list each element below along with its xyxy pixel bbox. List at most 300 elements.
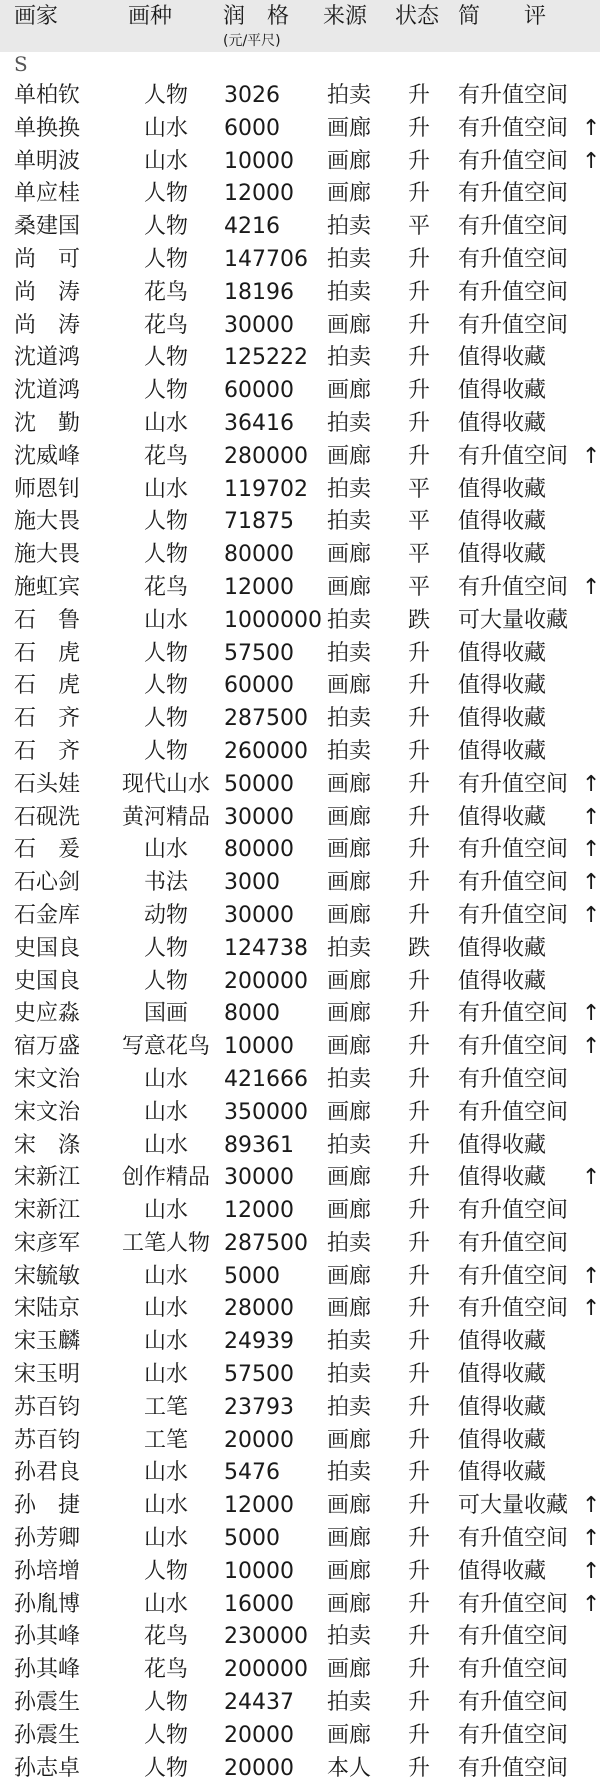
status: 升 [408, 1722, 431, 1748]
genre: 人物 [143, 1722, 188, 1748]
up-arrow-icon: ↑ [582, 115, 600, 141]
comment: 可大量收藏 [458, 607, 569, 633]
price: 18196 [224, 279, 294, 305]
source: 画廊 [327, 1591, 372, 1617]
comment: 有升值空间 [458, 1066, 569, 1092]
genre: 国画 [143, 1001, 188, 1027]
comment: 值得收藏 [458, 378, 547, 404]
artist-name: 石 虎 [14, 673, 81, 699]
artist-name: 桑建国 [14, 214, 81, 240]
source: 画廊 [327, 673, 372, 699]
table-row [0, 441, 600, 474]
status: 升 [408, 673, 431, 699]
comment: 有升值空间 [458, 443, 569, 469]
genre: 山水 [143, 1263, 188, 1289]
comment: 有升值空间 [458, 837, 569, 863]
status: 升 [408, 1394, 431, 1420]
price: 200000 [224, 968, 308, 994]
price: 12000 [224, 181, 294, 207]
genre: 人物 [143, 640, 188, 666]
comment: 值得收藏 [458, 673, 547, 699]
table-row [0, 1457, 600, 1490]
price: 30000 [224, 312, 294, 338]
genre: 花鸟 [143, 574, 188, 600]
up-arrow-icon: ↑ [582, 771, 600, 797]
table-row [0, 1064, 600, 1097]
genre: 人物 [143, 738, 188, 764]
header-genre: 画种 [128, 4, 173, 29]
comment: 有升值空间 [458, 312, 569, 338]
up-arrow-icon: ↑ [582, 1001, 600, 1027]
price: 23793 [224, 1394, 294, 1420]
comment: 值得收藏 [458, 542, 547, 568]
artist-name: 孙震生 [14, 1690, 81, 1716]
artist-name: 孙君良 [14, 1460, 81, 1486]
source: 拍卖 [327, 935, 372, 961]
status: 升 [408, 181, 431, 207]
source: 拍卖 [327, 1132, 372, 1158]
table-row [0, 80, 600, 113]
up-arrow-icon: ↑ [582, 837, 600, 863]
genre: 人物 [143, 673, 188, 699]
genre: 人物 [143, 542, 188, 568]
price: 5476 [224, 1460, 280, 1486]
price: 147706 [224, 246, 308, 272]
status: 升 [408, 1034, 431, 1060]
artist-name: 孙其峰 [14, 1657, 81, 1683]
table-row [0, 1130, 600, 1163]
status: 升 [408, 640, 431, 666]
header-comment: 简 评 [458, 4, 547, 29]
genre: 山水 [143, 1591, 188, 1617]
comment: 值得收藏 [458, 968, 547, 994]
table-row [0, 1687, 600, 1720]
source: 画廊 [327, 1427, 372, 1453]
source: 拍卖 [327, 1460, 372, 1486]
genre: 人物 [143, 246, 188, 272]
source: 拍卖 [327, 246, 372, 272]
price: 287500 [224, 706, 308, 732]
genre: 花鸟 [143, 279, 188, 305]
header-artist: 画家 [14, 4, 59, 29]
comment: 值得收藏 [458, 738, 547, 764]
table-row [0, 146, 600, 179]
status: 升 [408, 1263, 431, 1289]
genre: 人物 [143, 214, 188, 240]
price: 80000 [224, 837, 294, 863]
source: 画廊 [327, 1001, 372, 1027]
table-row [0, 408, 600, 441]
artist-name: 石 爰 [14, 837, 81, 863]
source: 拍卖 [327, 214, 372, 240]
price: 12000 [224, 1493, 294, 1519]
genre: 花鸟 [143, 1657, 188, 1683]
comment: 值得收藏 [458, 1329, 547, 1355]
price: 28000 [224, 1296, 294, 1322]
status: 升 [408, 1230, 431, 1256]
table-row [0, 1261, 600, 1294]
source: 画廊 [327, 1198, 372, 1224]
genre: 书法 [143, 870, 188, 896]
genre: 人物 [143, 706, 188, 732]
comment: 有升值空间 [458, 902, 569, 928]
price: 20000 [224, 1722, 294, 1748]
status: 升 [408, 1165, 431, 1191]
genre: 山水 [143, 1198, 188, 1224]
comment: 值得收藏 [458, 804, 547, 830]
genre: 山水 [143, 148, 188, 174]
price: 71875 [224, 509, 294, 535]
artist-name: 沈道鸿 [14, 378, 81, 404]
table-row [0, 1293, 600, 1326]
up-arrow-icon: ↑ [582, 902, 600, 928]
artist-name: 师恩钊 [14, 476, 81, 502]
comment: 值得收藏 [458, 345, 547, 371]
table-row [0, 867, 600, 900]
genre: 山水 [143, 1296, 188, 1322]
artist-name: 苏百钧 [14, 1427, 81, 1453]
genre: 创作精品 [121, 1165, 210, 1191]
comment: 有升值空间 [458, 1263, 569, 1289]
header-price: 润 格 [223, 4, 290, 29]
status: 升 [408, 279, 431, 305]
comment: 有升值空间 [458, 1296, 569, 1322]
artist-name: 宿万盛 [14, 1034, 81, 1060]
status: 升 [408, 410, 431, 436]
up-arrow-icon: ↑ [582, 1296, 600, 1322]
table-row [0, 1031, 600, 1064]
source: 拍卖 [327, 706, 372, 732]
comment: 有升值空间 [458, 1099, 569, 1125]
comment: 可大量收藏 [458, 1493, 569, 1519]
up-arrow-icon: ↑ [582, 1526, 600, 1552]
genre: 黄河精品 [121, 804, 210, 830]
genre: 山水 [143, 1493, 188, 1519]
price: 24437 [224, 1690, 294, 1716]
source: 拍卖 [327, 410, 372, 436]
up-arrow-icon: ↑ [582, 870, 600, 896]
table-row [0, 900, 600, 933]
table-row [0, 670, 600, 703]
price: 60000 [224, 673, 294, 699]
comment: 值得收藏 [458, 1460, 547, 1486]
price: 60000 [224, 378, 294, 404]
source: 画廊 [327, 443, 372, 469]
status: 升 [408, 83, 431, 108]
genre: 人物 [143, 1558, 188, 1584]
genre: 人物 [143, 181, 188, 207]
genre: 花鸟 [143, 1624, 188, 1650]
comment: 有升值空间 [458, 870, 569, 896]
table-row [0, 474, 600, 507]
artist-name: 孙 捷 [14, 1493, 81, 1519]
table-row [0, 1326, 600, 1359]
price: 20000 [224, 1427, 294, 1453]
comment: 值得收藏 [458, 1165, 547, 1191]
up-arrow-icon: ↑ [582, 148, 600, 174]
source: 拍卖 [327, 83, 372, 108]
genre: 人物 [143, 1690, 188, 1716]
table-row [0, 1359, 600, 1392]
genre: 工笔人物 [121, 1230, 210, 1256]
status: 升 [408, 1526, 431, 1552]
status: 升 [408, 1001, 431, 1027]
status: 升 [408, 378, 431, 404]
genre: 花鸟 [143, 312, 188, 338]
status: 升 [408, 771, 431, 797]
header-status: 状态 [395, 4, 440, 29]
genre: 人物 [143, 345, 188, 371]
source: 本人 [327, 1755, 372, 1781]
status: 跌 [408, 935, 431, 961]
table-body [0, 80, 600, 1785]
genre: 工笔 [143, 1394, 188, 1420]
source: 画廊 [327, 968, 372, 994]
status: 升 [408, 1558, 431, 1584]
status: 升 [408, 1329, 431, 1355]
table-row [0, 1490, 600, 1523]
comment: 有升值空间 [458, 1198, 569, 1224]
source: 画廊 [327, 870, 372, 896]
price: 5000 [224, 1263, 280, 1289]
price: 4216 [224, 214, 280, 240]
comment: 有升值空间 [458, 771, 569, 797]
price: 1000000 [224, 607, 322, 633]
comment: 有升值空间 [458, 246, 569, 272]
artist-name: 石 齐 [14, 706, 81, 732]
artist-name: 宋新江 [14, 1165, 81, 1191]
comment: 有升值空间 [458, 83, 569, 108]
artist-name: 石金库 [14, 902, 81, 928]
genre: 山水 [143, 1526, 188, 1552]
status: 升 [408, 312, 431, 338]
artist-name: 沈道鸿 [14, 345, 81, 371]
status: 升 [408, 1198, 431, 1224]
up-arrow-icon: ↑ [582, 1493, 600, 1519]
price: 200000 [224, 1657, 308, 1683]
comment: 值得收藏 [458, 1394, 547, 1420]
artist-name: 石 鲁 [14, 607, 81, 633]
table-row [0, 802, 600, 835]
comment: 有升值空间 [458, 1722, 569, 1748]
status: 平 [408, 476, 431, 502]
table-row [0, 638, 600, 671]
artist-name: 宋文治 [14, 1099, 81, 1125]
comment: 值得收藏 [458, 1427, 547, 1453]
table-row [0, 277, 600, 310]
status: 升 [408, 804, 431, 830]
comment: 有升值空间 [458, 1755, 569, 1781]
genre: 山水 [143, 1329, 188, 1355]
comment: 值得收藏 [458, 410, 547, 436]
price: 57500 [224, 1362, 294, 1388]
header-price-unit: (元/平尺) [223, 33, 281, 49]
status: 升 [408, 1132, 431, 1158]
source: 拍卖 [327, 345, 372, 371]
source: 画廊 [327, 1558, 372, 1584]
genre: 人物 [143, 935, 188, 961]
artist-name: 宋文治 [14, 1066, 81, 1092]
artist-name: 宋玉麟 [14, 1329, 81, 1355]
artist-name: 宋玉明 [14, 1362, 81, 1388]
table-row [0, 1097, 600, 1130]
price: 10000 [224, 1558, 294, 1584]
artist-name: 孙培增 [14, 1558, 81, 1584]
price: 80000 [224, 542, 294, 568]
genre: 人物 [143, 968, 188, 994]
table-row [0, 998, 600, 1031]
price: 287500 [224, 1230, 308, 1256]
source: 画廊 [327, 1296, 372, 1322]
table-row [0, 1753, 600, 1786]
status: 升 [408, 1066, 431, 1092]
artist-name: 单应桂 [14, 181, 81, 207]
source: 画廊 [327, 378, 372, 404]
comment: 有升值空间 [458, 1001, 569, 1027]
genre: 动物 [143, 902, 188, 928]
table-row [0, 572, 600, 605]
table-row [0, 178, 600, 211]
source: 画廊 [327, 804, 372, 830]
source: 画廊 [327, 1526, 372, 1552]
table-row [0, 1654, 600, 1687]
table-row [0, 113, 600, 146]
artist-name: 尚 涛 [14, 279, 81, 305]
source: 画廊 [327, 542, 372, 568]
price: 421666 [224, 1066, 308, 1092]
price: 12000 [224, 574, 294, 600]
status: 升 [408, 1460, 431, 1486]
table-row [0, 506, 600, 539]
price: 50000 [224, 771, 294, 797]
genre: 山水 [143, 607, 188, 633]
source: 拍卖 [327, 640, 372, 666]
status: 跌 [408, 607, 431, 633]
table-row [0, 1556, 600, 1589]
status: 升 [408, 246, 431, 272]
artist-name: 石砚洗 [14, 804, 81, 830]
up-arrow-icon: ↑ [582, 1165, 600, 1191]
source: 画廊 [327, 1657, 372, 1683]
artist-name: 石 齐 [14, 738, 81, 764]
status: 升 [408, 902, 431, 928]
source: 画廊 [327, 1263, 372, 1289]
artist-name: 史应淼 [14, 1001, 81, 1027]
artist-name: 单柏钦 [14, 83, 81, 108]
artist-name: 尚 涛 [14, 312, 81, 338]
artist-name: 宋新江 [14, 1198, 81, 1224]
genre: 山水 [143, 837, 188, 863]
source: 画廊 [327, 1099, 372, 1125]
comment: 有升值空间 [458, 1034, 569, 1060]
comment: 值得收藏 [458, 1558, 547, 1584]
price: 125222 [224, 345, 308, 371]
artist-name: 宋毓敏 [14, 1263, 81, 1289]
source: 画廊 [327, 574, 372, 600]
table-row [0, 736, 600, 769]
status: 升 [408, 443, 431, 469]
comment: 值得收藏 [458, 476, 547, 502]
table-row [0, 605, 600, 638]
status: 平 [408, 509, 431, 535]
status: 升 [408, 1657, 431, 1683]
price: 20000 [224, 1755, 294, 1781]
header-source: 来源 [323, 4, 368, 29]
status: 升 [408, 1690, 431, 1716]
price: 24939 [224, 1329, 294, 1355]
price: 30000 [224, 804, 294, 830]
genre: 人物 [143, 1755, 188, 1781]
source: 画廊 [327, 181, 372, 207]
up-arrow-icon: ↑ [582, 443, 600, 469]
genre: 现代山水 [121, 771, 210, 797]
genre: 花鸟 [143, 443, 188, 469]
table-header [0, 0, 600, 52]
artist-name: 石 虎 [14, 640, 81, 666]
comment: 有升值空间 [458, 279, 569, 305]
artist-name: 宋彦军 [14, 1230, 81, 1256]
price: 89361 [224, 1132, 294, 1158]
status: 升 [408, 870, 431, 896]
status: 升 [408, 837, 431, 863]
price: 230000 [224, 1624, 308, 1650]
artist-name: 沈 勤 [14, 410, 81, 436]
artist-name: 孙其峰 [14, 1624, 81, 1650]
comment: 有升值空间 [458, 1624, 569, 1650]
source: 拍卖 [327, 509, 372, 535]
status: 升 [408, 738, 431, 764]
source: 拍卖 [327, 1624, 372, 1650]
source: 画廊 [327, 148, 372, 174]
table-row [0, 834, 600, 867]
table-row [0, 342, 600, 375]
artist-name: 宋 涤 [14, 1132, 81, 1158]
table-row [0, 703, 600, 736]
source: 画廊 [327, 1034, 372, 1060]
status: 升 [408, 1755, 431, 1781]
artist-name: 单明波 [14, 148, 81, 174]
source: 拍卖 [327, 1394, 372, 1420]
genre: 山水 [143, 1099, 188, 1125]
comment: 值得收藏 [458, 640, 547, 666]
table-row [0, 966, 600, 999]
table-row [0, 769, 600, 802]
source: 画廊 [327, 1722, 372, 1748]
artist-name: 孙志卓 [14, 1755, 81, 1781]
table-row [0, 1392, 600, 1425]
artist-name: 尚 可 [14, 246, 81, 272]
comment: 有升值空间 [458, 1591, 569, 1617]
comment: 有升值空间 [458, 181, 569, 207]
comment: 值得收藏 [458, 1362, 547, 1388]
table-row [0, 211, 600, 244]
comment: 值得收藏 [458, 935, 547, 961]
comment: 有升值空间 [458, 1230, 569, 1256]
comment: 值得收藏 [458, 706, 547, 732]
source: 画廊 [327, 837, 372, 863]
up-arrow-icon: ↑ [582, 804, 600, 830]
table-row [0, 933, 600, 966]
table-row [0, 1195, 600, 1228]
source: 拍卖 [327, 279, 372, 305]
genre: 人物 [143, 378, 188, 404]
status: 升 [408, 148, 431, 174]
price: 30000 [224, 1165, 294, 1191]
status: 升 [408, 706, 431, 732]
status: 升 [408, 1296, 431, 1322]
status: 升 [408, 1427, 431, 1453]
source: 拍卖 [327, 1690, 372, 1716]
